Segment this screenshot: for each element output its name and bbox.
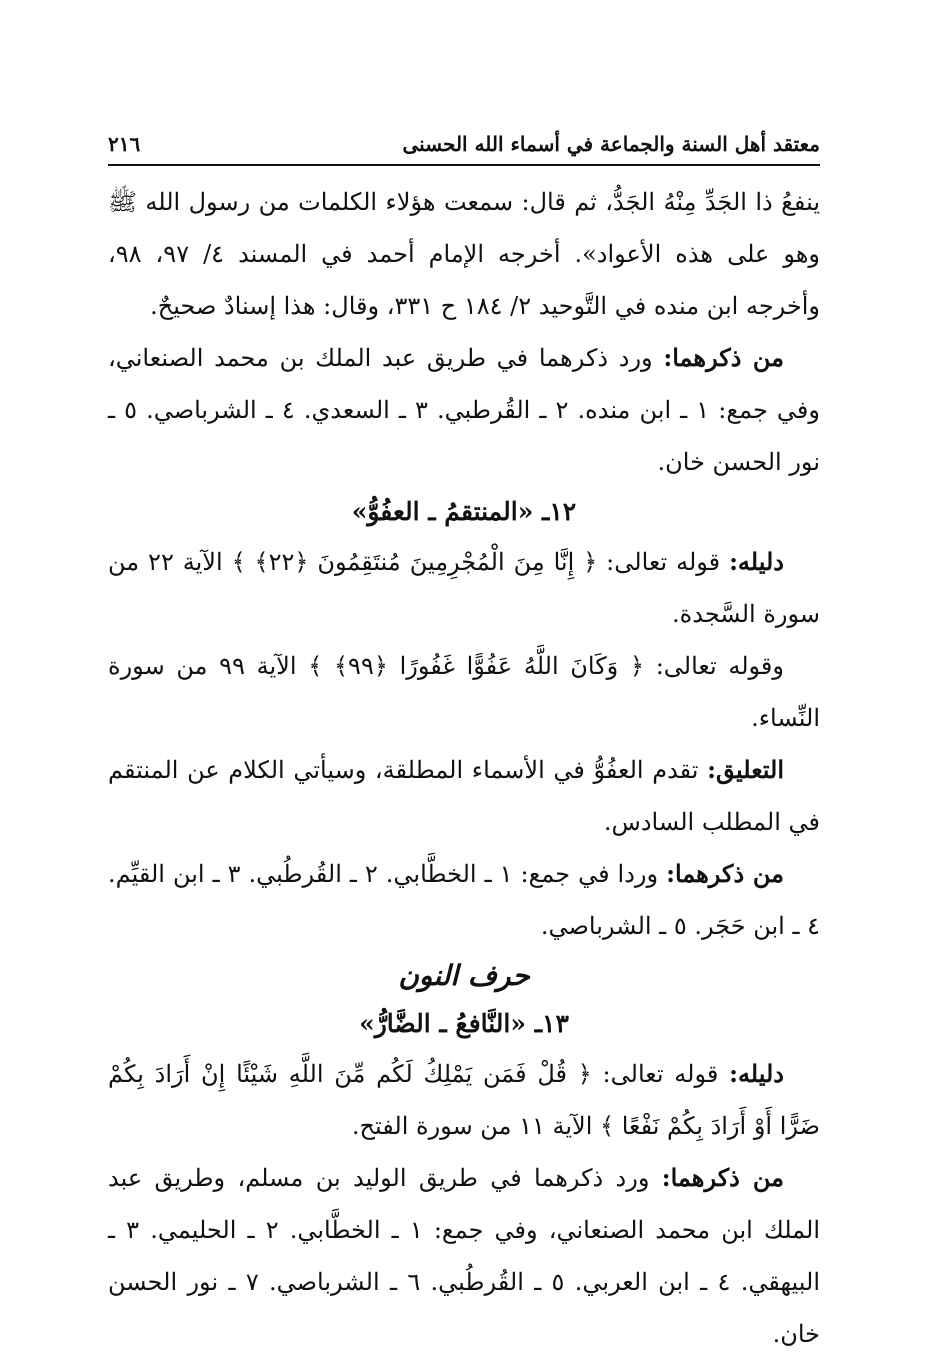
section-heading-nun: حرف النون <box>398 959 530 992</box>
paragraph-text: وردا في جمع: ١ ـ الخطَّابي. ٢ ـ القُرطُبي. ٣ ـ ابن القيِّم. ٤ ـ ابن حَجَر. ٥ ـ الشرباصي. <box>108 860 820 940</box>
paragraph-text: قوله تعالى: ﴿ قُلْ فَمَن يَمْلِكُ لَكُم مِّنَ اللَّهِ شَيْئًا إِنْ أَرَادَ بِكُمْ ضَرًّا أَوْ أَرَادَ بِكُمْ نَفْعًا ﴾ الآية ١١ من سورة الفتح. <box>108 1060 820 1140</box>
label-evidence: دليله: <box>729 547 784 576</box>
page-number: ٢١٦ <box>108 132 141 156</box>
paragraph-mentioned-by-2 <box>108 848 820 952</box>
paragraph-evidence-12 <box>108 536 820 640</box>
header-divider <box>108 164 820 166</box>
label-mentioned-by: من ذكرهما: <box>661 1163 784 1192</box>
paragraph-hadith-citation: ينفعُ ذا الجَدِّ مِنْهُ الجَدُّ، ثم قال: سمعت هؤلاء الكلمات من رسول الله ﷺ وهو على هذه الأعواد». أخرجه الإمام أحمد في المسند ٤/ ٩٧، ٩٨، وأخرجه ابن منده في التَّوحيد ٢/ ١٨٤ ح ٣٣١، وقال: هذا إسنادٌ صحيحٌ. <box>108 188 820 320</box>
page-body <box>108 176 820 1360</box>
paragraph-evidence-12b: وقوله تعالى: ﴿ وَكَانَ اللَّهُ عَفُوًّا غَفُورًا ﴿٩٩﴾ ﴾ الآية ٩٩ من سورة النِّساء. <box>108 652 820 732</box>
label-evidence: دليله: <box>729 1059 784 1088</box>
paragraph-text: ورد ذكرهما في طريق عبد الملك بن محمد الصنعاني، وفي جمع: ١ ـ ابن منده. ٢ ـ القُرطبي. ٣ ـ السعدي. ٤ ـ الشرباصي. ٥ ـ نور الحسن خان. <box>108 344 820 476</box>
heading-name-12: ١٢ـ «المنتقمُ ـ العفُوُّ» <box>351 497 577 526</box>
paragraph-evidence-13 <box>108 1048 820 1152</box>
heading-name-13: ١٣ـ «النَّافعُ ـ الضَّارُّ» <box>359 1009 569 1038</box>
paragraph-text: تقدم العفُوُّ في الأسماء المطلقة، وسيأتي الكلام عن المنتقم في المطلب السادس. <box>108 756 820 836</box>
paragraph-mentioned-by-3 <box>108 1152 820 1360</box>
paragraph-mentioned-by-1 <box>108 332 820 488</box>
label-mentioned-by: من ذكرهما: <box>663 343 784 372</box>
paragraph-text: ورد ذكرهما في طريق الوليد بن مسلم، وطريق عبد الملك ابن محمد الصنعاني، وفي جمع: ١ ـ الخطَّابي. ٢ ـ الحليمي. ٣ ـ البيهقي. ٤ ـ ابن العربي. ٥ ـ القُرطُبي. ٦ ـ الشرباصي. ٧ ـ نور الحسن خان. <box>108 1164 820 1348</box>
page-header <box>108 126 820 162</box>
label-commentary: التعليق: <box>707 755 784 784</box>
label-mentioned-by: من ذكرهما: <box>666 859 785 888</box>
running-title: معتقد أهل السنة والجماعة في أسماء الله الحسنى <box>402 132 820 156</box>
paragraph-text: قوله تعالى: ﴿ إِنَّا مِنَ الْمُجْرِمِينَ مُنتَقِمُونَ ﴿٢٢﴾ ﴾ الآية ٢٢ من سورة السَّجدة. <box>108 548 820 628</box>
paragraph-commentary <box>108 744 820 848</box>
